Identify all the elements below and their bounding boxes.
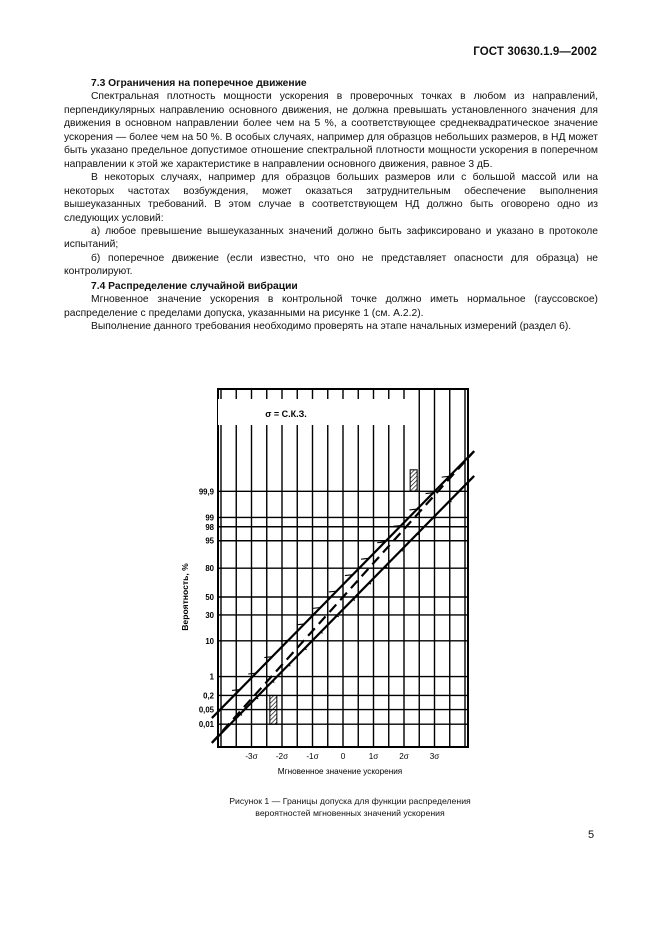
section-7-3-title: 7.3 Ограничения на поперечное движение: [91, 78, 307, 89]
x-tick-label: 1σ: [368, 752, 379, 761]
document-header: ГОСТ 30630.1.9—2002: [473, 46, 597, 58]
upper-limit-hatch: [410, 470, 417, 492]
section-7-4-paragraph-1: Мгновенное значение ускорения в контрольной точке должно иметь нормальное (гауссовское) распределение с пределами допуска, указанными на рисунке 1 (см. А.2.2).: [64, 294, 598, 319]
page-number: 5: [588, 829, 595, 841]
figure-caption-line-2: вероятностей мгновенных значений ускорения: [255, 808, 445, 818]
legend-box-bg: [218, 399, 408, 425]
section-7-4-title: 7.4 Распределение случайной вибрации: [91, 280, 298, 292]
probability-chart: [168, 385, 498, 780]
y-tick-label: 99,9: [198, 487, 214, 497]
y-tick-label: 0,05: [198, 705, 214, 715]
x-tick-label: -1σ: [306, 752, 319, 761]
x-tick-label: -2σ: [275, 752, 289, 761]
section-7-3-item-a: а) любое превышение вышеуказанных значений должно быть зафиксировано и указано в протоколе испытаний;: [64, 225, 598, 251]
y-tick-label: 95: [205, 536, 214, 546]
lower-limit-hatch: [270, 695, 277, 724]
y-tick-label: 98: [205, 522, 214, 532]
figure-caption: [150, 795, 550, 819]
section-7-3-paragraph-2: В некоторых случаях, например для образцов больших размеров или с большой массой или на некоторых частотах возбуждения, может оказаться затруднительным обеспечение выполнения вышеуказанных требований. В этом случае в соответствующем НД должно быть оговорено одно из следующих условий:: [64, 172, 598, 224]
x-tick-label: 0: [340, 752, 346, 761]
x-axis-label: Мгновенное значение ускорения: [277, 767, 403, 776]
section-7-4-paragraph-2: Выполнение данного требования необходимо проверять на этапе начальных измерений (раздел 6).: [91, 321, 572, 333]
x-tick-label: 3σ: [429, 752, 440, 761]
y-tick-label: 10: [205, 636, 214, 646]
x-tick-label: 2σ: [399, 752, 409, 761]
section-7-3-item-b: б) поперечное движение (если известно, что оно не представляет опасности для образца) не контролируют.: [64, 252, 598, 278]
section-7-3-paragraph-1: Спектральная плотность мощности ускорения в проверочных точках в любом из направлений, перпендикулярных направлению основного движения, не должна превышать установленного значения для движения в основном направлении более чем на 5 %, а соответствующее среднеквадратическое значение ускорения — более чем на 50 %. В особых случаях, например для образцов небольших размеров, в НД может быть указано предельное допустимое отношение спектральной плотности мощности ускорения в поперечном направлении к этой же характеристике в направлении основного движения, равное 3 дБ.: [64, 91, 598, 170]
y-tick-label: 30: [205, 610, 214, 620]
y-tick-label: 0,2: [203, 691, 214, 701]
y-tick-label: 80: [205, 564, 214, 574]
document-body: [64, 76, 598, 334]
y-tick-label: 99: [205, 513, 214, 523]
legend-sigma-note: σ = С.К.З.: [265, 409, 307, 419]
y-tick-label: 0,01: [198, 720, 214, 730]
x-tick-label: -3σ: [245, 752, 258, 761]
figure-caption-line-1: Рисунок 1 — Границы допуска для функции распределения: [229, 796, 471, 806]
y-axis-label: Вероятность, %: [180, 563, 190, 631]
y-tick-label: 1: [209, 672, 214, 682]
y-tick-label: 50: [205, 593, 214, 602]
